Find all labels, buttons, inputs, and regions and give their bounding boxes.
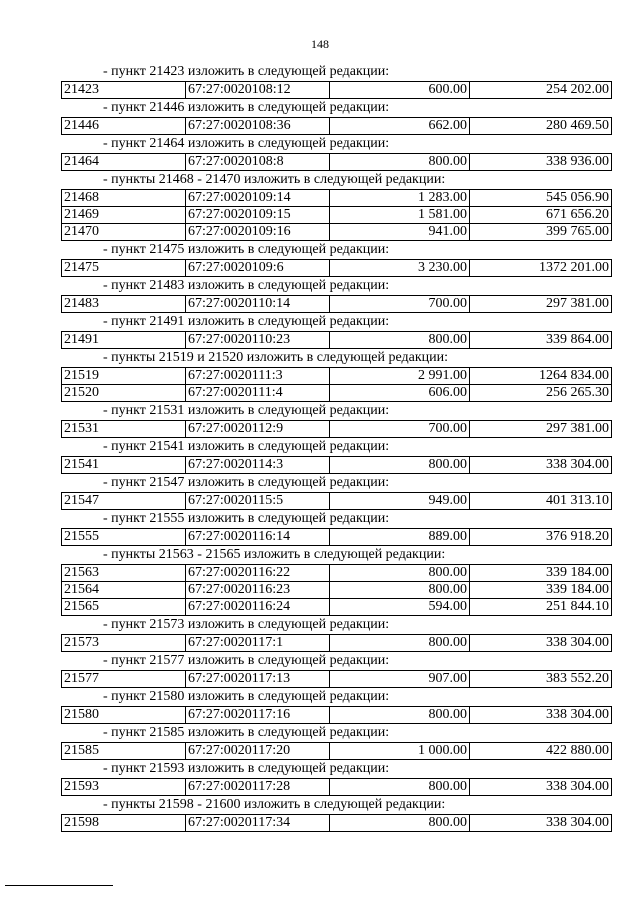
item-number-cell: 21565 <box>62 599 186 616</box>
area-cell: 907.00 <box>330 671 470 688</box>
record-table <box>61 814 612 832</box>
cadastral-value-cell: 297 381.00 <box>470 296 612 313</box>
item-number-cell: 21468 <box>62 190 186 207</box>
area-cell: 800.00 <box>330 565 470 582</box>
record-table <box>61 259 612 277</box>
area-cell: 700.00 <box>330 421 470 438</box>
section-heading: - пункт 21491 изложить в следующей редакции: <box>103 314 390 329</box>
area-cell: 1 581.00 <box>330 207 470 224</box>
cadastral-number-cell: 67:27:0020109:14 <box>186 190 330 207</box>
cadastral-value-cell: 297 381.00 <box>470 421 612 438</box>
section-heading: - пункт 21593 изложить в следующей редакции: <box>103 761 390 776</box>
cadastral-value-cell: 338 304.00 <box>470 457 612 474</box>
area-cell: 594.00 <box>330 599 470 616</box>
record-table <box>61 742 612 760</box>
cadastral-value-cell: 339 864.00 <box>470 332 612 349</box>
cadastral-value-cell: 671 656.20 <box>470 207 612 224</box>
section-heading: - пункт 21573 изложить в следующей редакции: <box>103 617 390 632</box>
item-number-cell: 21577 <box>62 671 186 688</box>
item-number-cell: 21464 <box>62 154 186 171</box>
area-cell: 800.00 <box>330 332 470 349</box>
area-cell: 800.00 <box>330 457 470 474</box>
table-row <box>62 118 612 135</box>
cadastral-value-cell: 338 304.00 <box>470 707 612 724</box>
table-row <box>62 457 612 474</box>
cadastral-value-cell: 280 469.50 <box>470 118 612 135</box>
footnote-separator <box>5 885 113 886</box>
section-heading: - пункт 21555 изложить в следующей редакции: <box>103 511 390 526</box>
section-heading: - пункт 21446 изложить в следующей редакции: <box>103 100 390 115</box>
cadastral-value-cell: 254 202.00 <box>470 82 612 99</box>
section-heading: - пункты 21598 - 21600 изложить в следующей редакции: <box>103 797 446 812</box>
area-cell: 1 283.00 <box>330 190 470 207</box>
area-cell: 800.00 <box>330 635 470 652</box>
item-number-cell: 21446 <box>62 118 186 135</box>
area-cell: 700.00 <box>330 296 470 313</box>
cadastral-number-cell: 67:27:0020112:9 <box>186 421 330 438</box>
record-table <box>61 295 612 313</box>
section-heading: - пункт 21464 изложить в следующей редакции: <box>103 136 390 151</box>
section-heading: - пункт 21531 изложить в следующей редакции: <box>103 403 390 418</box>
section-heading: - пункты 21468 - 21470 изложить в следующей редакции: <box>103 172 446 187</box>
item-number-cell: 21519 <box>62 368 186 385</box>
section-heading: - пункты 21519 и 21520 изложить в следующей редакции: <box>103 350 449 365</box>
area-cell: 2 991.00 <box>330 368 470 385</box>
cadastral-number-cell: 67:27:0020117:20 <box>186 743 330 760</box>
cadastral-number-cell: 67:27:0020117:34 <box>186 815 330 832</box>
record-table <box>61 670 612 688</box>
area-cell: 800.00 <box>330 582 470 599</box>
cadastral-number-cell: 67:27:0020117:28 <box>186 779 330 796</box>
area-cell: 800.00 <box>330 779 470 796</box>
cadastral-number-cell: 67:27:0020117:13 <box>186 671 330 688</box>
record-table <box>61 153 612 171</box>
table-row <box>62 190 612 207</box>
table-row <box>62 582 612 599</box>
cadastral-value-cell: 545 056.90 <box>470 190 612 207</box>
cadastral-value-cell: 339 184.00 <box>470 565 612 582</box>
table-row <box>62 207 612 224</box>
record-table <box>61 492 612 510</box>
item-number-cell: 21520 <box>62 385 186 402</box>
cadastral-number-cell: 67:27:0020116:22 <box>186 565 330 582</box>
cadastral-value-cell: 338 304.00 <box>470 635 612 652</box>
cadastral-number-cell: 67:27:0020111:3 <box>186 368 330 385</box>
cadastral-value-cell: 399 765.00 <box>470 224 612 241</box>
item-number-cell: 21531 <box>62 421 186 438</box>
record-table <box>61 189 612 241</box>
item-number-cell: 21475 <box>62 260 186 277</box>
record-table <box>61 331 612 349</box>
cadastral-number-cell: 67:27:0020117:1 <box>186 635 330 652</box>
record-table <box>61 367 612 402</box>
table-row <box>62 815 612 832</box>
item-number-cell: 21491 <box>62 332 186 349</box>
section-heading: - пункт 21547 изложить в следующей редакции: <box>103 475 390 490</box>
cadastral-value-cell: 338 304.00 <box>470 779 612 796</box>
table-row <box>62 599 612 616</box>
table-row <box>62 779 612 796</box>
item-number-cell: 21470 <box>62 224 186 241</box>
document-body <box>61 63 611 832</box>
record-table <box>61 81 612 99</box>
table-row <box>62 421 612 438</box>
section-heading: - пункт 21580 изложить в следующей редакции: <box>103 689 390 704</box>
table-row <box>62 368 612 385</box>
cadastral-value-cell: 339 184.00 <box>470 582 612 599</box>
cadastral-number-cell: 67:27:0020109:16 <box>186 224 330 241</box>
table-row <box>62 671 612 688</box>
cadastral-value-cell: 376 918.20 <box>470 529 612 546</box>
table-row <box>62 529 612 546</box>
section-heading: - пункты 21563 - 21565 изложить в следующей редакции: <box>103 547 446 562</box>
cadastral-number-cell: 67:27:0020117:16 <box>186 707 330 724</box>
item-number-cell: 21585 <box>62 743 186 760</box>
record-table <box>61 528 612 546</box>
cadastral-number-cell: 67:27:0020116:14 <box>186 529 330 546</box>
record-table <box>61 456 612 474</box>
cadastral-value-cell: 422 880.00 <box>470 743 612 760</box>
area-cell: 941.00 <box>330 224 470 241</box>
table-row <box>62 260 612 277</box>
section-heading: - пункт 21585 изложить в следующей редакции: <box>103 725 390 740</box>
cadastral-value-cell: 401 313.10 <box>470 493 612 510</box>
cadastral-number-cell: 67:27:0020110:14 <box>186 296 330 313</box>
item-number-cell: 21483 <box>62 296 186 313</box>
record-table <box>61 634 612 652</box>
record-table <box>61 117 612 135</box>
area-cell: 1 000.00 <box>330 743 470 760</box>
item-number-cell: 21573 <box>62 635 186 652</box>
item-number-cell: 21593 <box>62 779 186 796</box>
item-number-cell: 21555 <box>62 529 186 546</box>
item-number-cell: 21580 <box>62 707 186 724</box>
cadastral-value-cell: 251 844.10 <box>470 599 612 616</box>
item-number-cell: 21547 <box>62 493 186 510</box>
cadastral-value-cell: 338 936.00 <box>470 154 612 171</box>
table-row <box>62 385 612 402</box>
cadastral-value-cell: 256 265.30 <box>470 385 612 402</box>
cadastral-value-cell: 383 552.20 <box>470 671 612 688</box>
table-row <box>62 154 612 171</box>
item-number-cell: 21423 <box>62 82 186 99</box>
area-cell: 949.00 <box>330 493 470 510</box>
table-row <box>62 635 612 652</box>
table-row <box>62 493 612 510</box>
area-cell: 600.00 <box>330 82 470 99</box>
table-row <box>62 565 612 582</box>
table-row <box>62 224 612 241</box>
area-cell: 800.00 <box>330 815 470 832</box>
item-number-cell: 21598 <box>62 815 186 832</box>
area-cell: 800.00 <box>330 154 470 171</box>
item-number-cell: 21469 <box>62 207 186 224</box>
cadastral-value-cell: 1372 201.00 <box>470 260 612 277</box>
page-number: 148 <box>311 37 329 51</box>
record-table <box>61 706 612 724</box>
item-number-cell: 21563 <box>62 565 186 582</box>
cadastral-number-cell: 67:27:0020116:24 <box>186 599 330 616</box>
cadastral-number-cell: 67:27:0020108:12 <box>186 82 330 99</box>
record-table <box>61 420 612 438</box>
table-row <box>62 82 612 99</box>
cadastral-number-cell: 67:27:0020108:8 <box>186 154 330 171</box>
section-heading: - пункт 21423 изложить в следующей редакции: <box>103 64 390 79</box>
area-cell: 800.00 <box>330 707 470 724</box>
cadastral-number-cell: 67:27:0020114:3 <box>186 457 330 474</box>
cadastral-number-cell: 67:27:0020109:15 <box>186 207 330 224</box>
table-row <box>62 743 612 760</box>
cadastral-number-cell: 67:27:0020111:4 <box>186 385 330 402</box>
cadastral-value-cell: 338 304.00 <box>470 815 612 832</box>
section-heading: - пункт 21475 изложить в следующей редакции: <box>103 242 390 257</box>
cadastral-number-cell: 67:27:0020109:6 <box>186 260 330 277</box>
cadastral-number-cell: 67:27:0020115:5 <box>186 493 330 510</box>
item-number-cell: 21564 <box>62 582 186 599</box>
area-cell: 606.00 <box>330 385 470 402</box>
table-row <box>62 296 612 313</box>
cadastral-number-cell: 67:27:0020108:36 <box>186 118 330 135</box>
record-table <box>61 564 612 616</box>
area-cell: 3 230.00 <box>330 260 470 277</box>
record-table <box>61 778 612 796</box>
cadastral-number-cell: 67:27:0020116:23 <box>186 582 330 599</box>
table-row <box>62 332 612 349</box>
cadastral-value-cell: 1264 834.00 <box>470 368 612 385</box>
table-row <box>62 707 612 724</box>
section-heading: - пункт 21577 изложить в следующей редакции: <box>103 653 390 668</box>
item-number-cell: 21541 <box>62 457 186 474</box>
area-cell: 662.00 <box>330 118 470 135</box>
section-heading: - пункт 21541 изложить в следующей редакции: <box>103 439 390 454</box>
section-heading: - пункт 21483 изложить в следующей редакции: <box>103 278 390 293</box>
cadastral-number-cell: 67:27:0020110:23 <box>186 332 330 349</box>
area-cell: 889.00 <box>330 529 470 546</box>
